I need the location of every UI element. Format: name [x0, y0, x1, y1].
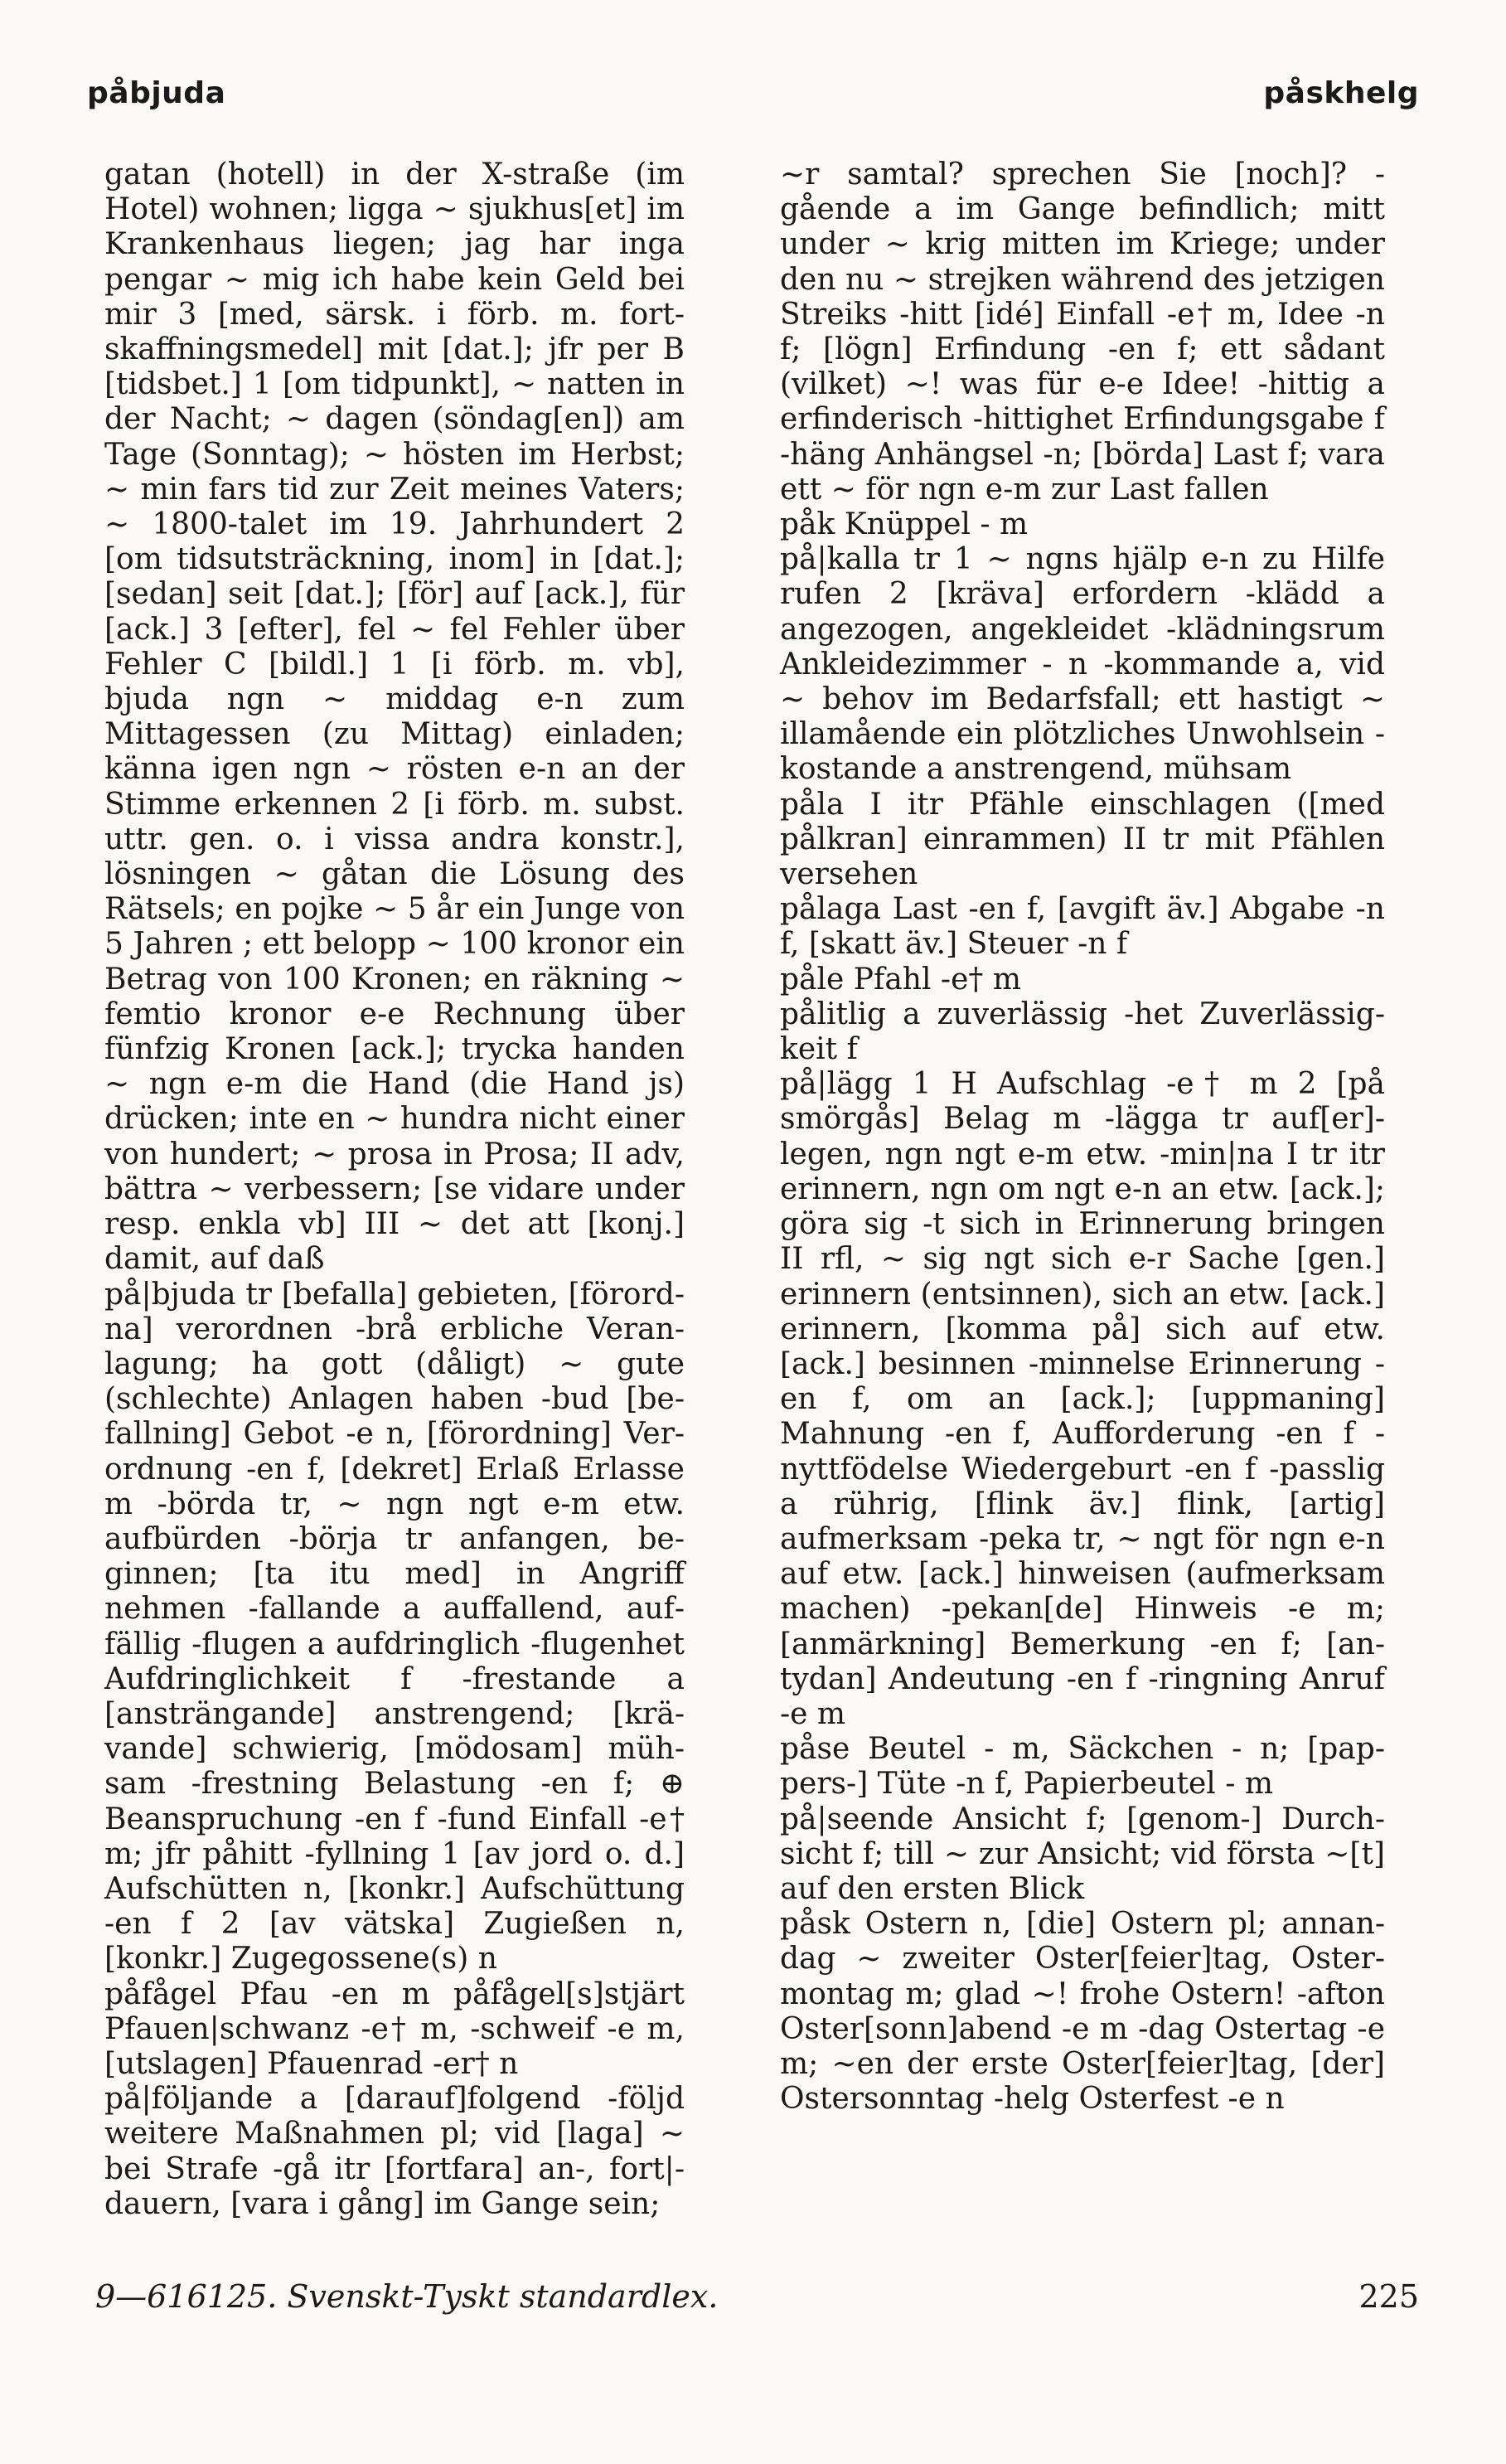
entry-paa-continued: gatan (hotell) in der X-straße (im Hotel) wohnen; ligga ~ sjukhus[et] im Krankenhaus liegen; jag har inga pengar ~ mig ich habe kein Geld bei mir 3 [med, särsk. i förb. m. fortskaffningsmedel] mit [dat.]; jfr per B [tidsbet.] 1 [om tidpunkt], ~ natten in der Nacht; ~ dagen (söndag[en]) am Tage (Sonntag); ~ hösten im Herbst; ~ min fars tid zur Zeit meines Vaters; ~ 1800-talet im 19. Jahrhundert 2 [om tidsutsträckning, inom] in [dat.]; [sedan] seit [dat.]; [för] auf [ack.], für [ack.] 3 [efter], fel ~ fel Fehler über Fehler C [bildl.] 1 [i förb. m. vb], bjuda ngn ~ middag e-n zum Mittagessen (zu Mittag) einladen; känna igen ngn ~ rösten e-n an der Stimme erkennen 2 [i förb. m. subst. uttr. gen. o. i vissa andra konstr.], lösningen ~ gåtan die Lösung des Rätsels; en pojke ~ 5 år ein Junge von 5 Jahren ; ett belopp ~ 100 kronor ein Betrag von 100 Kronen; en räkning ~ femtio kronor e-e Rechnung über fünfzig Kronen [ack.]; trycka handen ~ ngn e-m die Hand (die Hand js) drücken; inte en ~ hundra nicht einer von hundert; ~ prosa in Prosa; II adv, bättra ~ verbessern; [se vidare under resp. enkla vb] III ~ det att [konj.] damit, auf daß	[104, 158, 685, 1277]
entry-paagaa-continued: ~r samtal? sprechen Sie [noch]? -gående a im Gange befindlich; mitt under ~ krig mitten im Kriege; under den nu ~ strejken während des jetzigen Streiks -hitt [idé] Einfall -e† m, Idee -n f; [lögn] Erfindung -en f; ett sådant (vilket) ~! was für e-e Idee! -hittig a erfinderisch -hittighet Erfindungsgabe f -häng Anhängsel -n; [börda] Last f; vara ett ~ för ngn e-m zur Last fallen	[780, 158, 1385, 507]
header-right-guideword: påskhelg	[1263, 76, 1419, 110]
entry-paalitlig: pålitlig a zuverlässig -het Zuverlässigkeit f	[780, 997, 1385, 1067]
entry-paabjuda: på|bjuda tr [befalla] gebieten, [förordna] verordnen -brå erbliche Veranlagung; ha gott (dåligt) ~ gute (schlechte) Anlagen haben -bud [befallning] Gebot -e n, [förordning] Verordnung -en f, [dekret] Erlaß Erlasse m -börda tr, ~ ngn ngt e-m etw. aufbürden -börja tr anfangen, beginnen; [ta itu med] in Angriff nehmen -fallande a auffallend, auffällig -flugen a aufdringlich -flugenhet Aufdringlichkeit f -frestande a [ansträngande] anstrengend; [krävande] schwierig, [mödosam] mühsam -frestning Belastung -en f; ⊕ Beanspruchung -en f -fund Einfall -e† m; jfr påhitt -fyllning 1 [av jord o. d.] Aufschütten n, [konkr.] Aufschüttung -en f 2 [av vätska] Zugießen n, [konkr.] Zugegossene(s) n	[104, 1277, 685, 1977]
entry-paala: påla I itr Pfähle einschlagen ([med pålkran] einrammen) II tr mit Pfählen versehen	[780, 787, 1385, 892]
entry-paase: påse Beutel - m, Säckchen - n; [pappers-] Tüte -n f, Papierbeutel - m	[780, 1732, 1385, 1802]
entry-paask: påsk Ostern n, [die] Ostern pl; annandag ~ zweiter Oster[feier]tag, Ostermontag m; glad ~! frohe Ostern! -afton Oster[sonn]abend -e m -dag Ostertag -e m; ~en der erste Oster[feier]tag, [der] Ostersonntag -helg Osterfest -e n	[780, 1907, 1385, 2117]
right-column	[780, 158, 1385, 2117]
header-left-guideword: påbjuda	[87, 76, 226, 110]
entry-paale: påle Pfahl -e† m	[780, 962, 1021, 997]
entry-paalaegg: på|lägg 1 H Aufschlag -e† m 2 [på smörgås] Belag m -lägga tr auf[er]legen, ngn ngt e-m etw. -min|na I tr itr erinnern, ngn om ngt e-n an etw. [ack.]; göra sig -t sich in Erinnerung bringen II rfl, ~ sig ngt sich e-r Sache [gen.] erinnern (entsinnen), sich an etw. [ack.] erinnern, [komma på] sich auf etw. [ack.] besinnen -minnelse Erinnerung -en f, om an [ack.]; [uppmaning] Mahnung -en f, Aufforderung -en f -nyttfödelse Wiedergeburt -en f -passlig a rührig, [flink äv.] flink, [artig] aufmerksam -peka tr, ~ ngt för ngn e-n auf etw. [ack.] hinweisen (aufmerksam machen) -pekan[de] Hinweis -e m; [anmärkning] Bemerkung -en f; [antydan] Andeutung -en f -ringning Anruf -e m	[780, 1067, 1385, 1731]
page-header	[87, 76, 1419, 126]
entry-paafoeljande: på|följande a [darauf]folgend -följd weitere Maßnahmen pl; vid [laga] ~ bei Strafe -gå itr [fortfara] an-, fort|dauern, [vara i gång] im Gange sein;	[104, 2082, 685, 2221]
page-footer	[95, 2278, 1419, 2328]
entry-paakalla: på|kalla tr 1 ~ ngns hjälp e-n zu Hilfe rufen 2 [kräva] erfordern -klädd a angezogen, angekleidet -klädningsrum Ankleidezimmer - n -kommande a, vid ~ behov im Bedarfsfall; ett hastigt ~ illamående ein plötzliches Unwohlsein -kostande a anstrengend, mühsam	[780, 542, 1385, 787]
footer-signature: 9—616125. Svenskt-Tyskt standardlex.	[95, 2278, 719, 2315]
left-column	[104, 158, 685, 2222]
entry-paaseende: på|seende Ansicht f; [genom-] Durchsicht f; till ~ zur Ansicht; vid första ~[t] auf den ersten Blick	[780, 1802, 1385, 1906]
page-number: 225	[1358, 2278, 1419, 2315]
entry-paafaagel: påfågel Pfau -en m påfågel[s]stjärt Pfauen|schwanz -e† m, -schweif -e m, [utslagen] Pfauenrad -er† n	[104, 1977, 685, 2081]
entry-paalaga: pålaga Last -en f, [avgift äv.] Abgabe -n f, [skatt äv.] Steuer -n f	[780, 892, 1385, 962]
entry-paak: påk Knüppel - m	[780, 507, 1029, 542]
text-columns	[104, 158, 1414, 2247]
